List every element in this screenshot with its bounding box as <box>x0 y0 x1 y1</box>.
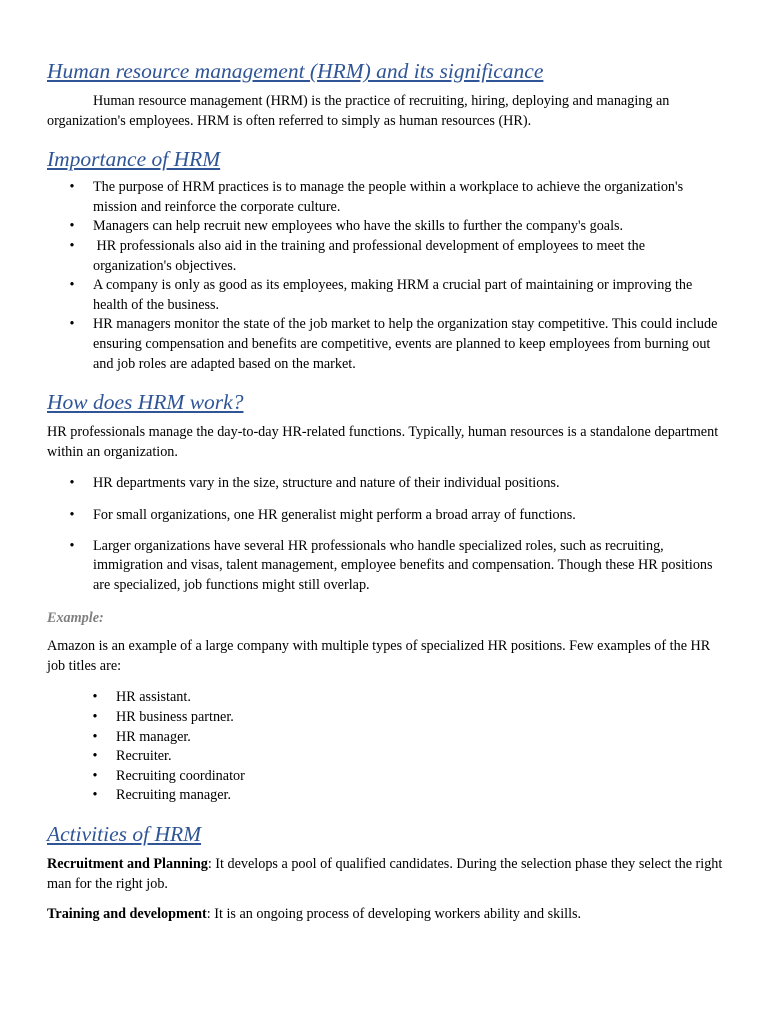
bullet-icon: • <box>69 537 75 554</box>
heading-how-hrm-works: How does HRM work? <box>47 390 244 415</box>
list-item: • Recruiting manager. <box>47 786 727 806</box>
list-item: • For small organizations, one HR generalist might perform a broad array of functions. <box>47 506 727 526</box>
list-item: • HR assistant. <box>47 688 727 708</box>
list-item: • HR manager. <box>47 728 727 748</box>
list-item: • The purpose of HRM practices is to manage the people within a workplace to achieve the organization's mission and reinforce the corporate culture. <box>47 178 727 217</box>
bullet-icon: • <box>92 748 98 765</box>
bullet-icon: • <box>69 218 75 235</box>
list-item: • HR departments vary in the size, structure and nature of their individual positions. <box>47 474 727 494</box>
bullet-icon: • <box>92 767 98 784</box>
list-item: • Recruiter. <box>47 747 727 767</box>
list-item: • Larger organizations have several HR professionals who handle specialized roles, such as recruiting, immigration and visas, talent management, employee benefits and compensation. Though these HR positions are specialized, job functions might still overlap. <box>47 537 727 596</box>
bullet-icon: • <box>69 277 75 294</box>
how-paragraph: HR professionals manage the day-to-day HR-related functions. Typically, human resources is a standalone department within an organization. <box>47 424 719 460</box>
bullet-icon: • <box>69 237 75 254</box>
list-item: • Managers can help recruit new employees who have the skills to further the company's goals. <box>47 217 727 237</box>
activity-term: Training and development <box>47 906 207 923</box>
heading-activities: Activities of HRM <box>47 822 202 846</box>
example-paragraph: Amazon is an example of a large company with multiple types of specialized HR positions. Few examples of the HR job titles are: <box>47 638 711 674</box>
job-titles-list <box>47 688 727 806</box>
heading-importance: Importance of HRM <box>47 147 221 172</box>
bullet-icon: • <box>92 728 98 745</box>
how-list <box>47 474 727 595</box>
bullet-icon: • <box>69 316 75 333</box>
list-item: • HR managers monitor the state of the job market to help the organization stay competitive. This could include ensuring compensation and benefits are competitive, events are planned to keep employees from burning out and job roles are adapted based on the market. <box>47 315 727 374</box>
list-item: • Recruiting coordinator <box>47 767 727 787</box>
activity-term: Recruitment and Planning <box>47 856 208 872</box>
list-item: • HR business partner. <box>47 708 727 728</box>
activity-training: Training and development: It is an ongoing process of developing workers ability and skills. <box>47 906 582 923</box>
bullet-icon: • <box>92 709 98 726</box>
document-content <box>47 58 727 925</box>
list-item: • HR professionals also aid in the training and professional development of employees to meet the organization's objectives. <box>47 237 727 276</box>
hrm-intro-paragraph: Human resource management (HRM) is the practice of recruiting, hiring, deploying and managing an organization's employees. HRM is often referred to simply as human resources (HR). <box>47 93 670 129</box>
bullet-icon: • <box>69 179 75 196</box>
example-label: Example: <box>47 609 104 626</box>
bullet-icon: • <box>69 506 75 523</box>
importance-list <box>47 178 727 374</box>
bullet-icon: • <box>92 689 98 706</box>
list-item: • A company is only as good as its employees, making HRM a crucial part of maintaining or improving the health of the business. <box>47 276 727 315</box>
bullet-icon: • <box>69 475 75 492</box>
activity-recruitment: Recruitment and Planning: It develops a pool of qualified candidates. During the selection phase they select the right man for the right job. <box>47 856 723 892</box>
heading-hrm-significance: Human resource management (HRM) and its significance <box>47 59 544 83</box>
bullet-icon: • <box>92 787 98 804</box>
